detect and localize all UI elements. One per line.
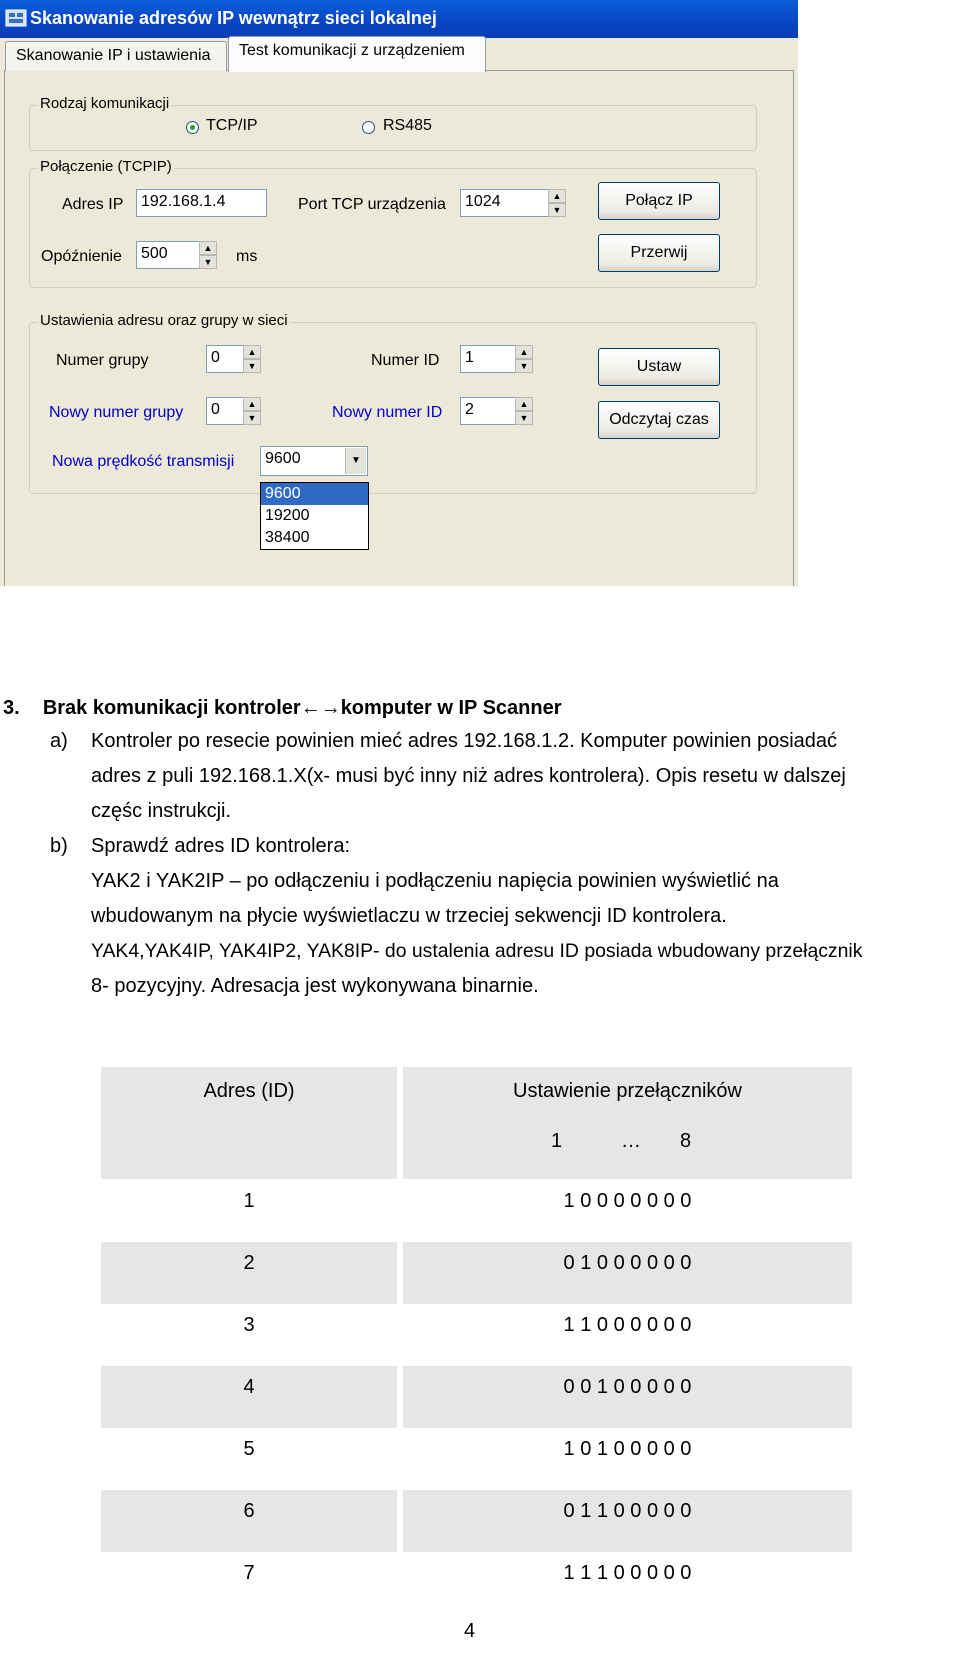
table-cell-id: 1	[243, 1190, 255, 1212]
group-title: Połączenie (TCPIP)	[40, 158, 172, 175]
tab-ip-scan[interactable]: Skanowanie IP i ustawienia	[5, 41, 227, 71]
id-number-spinner[interactable]	[515, 345, 533, 373]
switch-ellipsis: …	[621, 1130, 641, 1152]
new-group-number-spinner[interactable]	[243, 397, 261, 425]
spin-down-icon[interactable]: ▼	[515, 359, 533, 373]
tab-comm-test[interactable]: Test komunikacji z urządzeniem	[228, 36, 486, 72]
new-id-number-input[interactable]: 2	[460, 397, 516, 425]
transmission-speed-select[interactable]	[260, 446, 368, 476]
arrows-icon: ←→	[300, 697, 341, 719]
connect-ip-button[interactable]: Połącz IP	[598, 182, 720, 220]
table-cell-switches: 0 1 1 0 0 0 0 0	[403, 1490, 852, 1552]
port-label: Port TCP urządzenia	[298, 196, 446, 213]
rs485-radio[interactable]	[362, 121, 375, 134]
chevron-down-icon[interactable]: ▼	[345, 448, 366, 474]
read-time-button[interactable]: Odczytaj czas	[598, 401, 720, 439]
paragraph-line: YAK2 i YAK2IP – po odłączeniu i podłączeniu napięcia powinien wyświetlić na	[91, 870, 779, 892]
table-cell-switches: 1 1 0 0 0 0 0 0	[563, 1314, 692, 1336]
transmission-speed-label: Nowa prędkość transmisji	[52, 453, 235, 470]
stop-button[interactable]: Przerwij	[598, 234, 720, 272]
table-cell-switches: 1 0 0 0 0 0 0 0	[563, 1190, 692, 1212]
heading-text-end: komputer w IP Scanner	[340, 697, 562, 719]
transmission-speed-options	[260, 482, 369, 550]
table-cell-id: 3	[243, 1314, 255, 1336]
spin-up-icon[interactable]: ▲	[515, 345, 533, 359]
group-title: Ustawienia adresu oraz grupy w sieci	[40, 312, 288, 329]
spin-down-icon[interactable]: ▼	[199, 255, 217, 269]
table-cell-id: 6	[101, 1490, 397, 1552]
delay-label: Opóźnienie	[41, 248, 122, 265]
port-input[interactable]: 1024	[460, 189, 550, 217]
table-cell-switches: 0 0 1 0 0 0 0 0	[403, 1366, 852, 1428]
spin-down-icon[interactable]: ▼	[548, 203, 566, 217]
new-id-number-spinner[interactable]	[515, 397, 533, 425]
heading-number: 3.	[3, 697, 20, 719]
speed-option[interactable]: 38400	[265, 529, 310, 546]
new-id-number-label: Nowy numer ID	[332, 404, 443, 421]
table-header-id: Adres (ID)	[101, 1067, 397, 1179]
table-cell-switches: 1 1 1 0 0 0 0 0	[563, 1562, 692, 1584]
group-title: Rodzaj komunikacji	[40, 95, 170, 112]
id-number-label: Numer ID	[371, 352, 440, 369]
table-header-switches	[403, 1067, 852, 1179]
table-cell-switches: 1 0 1 0 0 0 0 0	[563, 1438, 692, 1460]
tcpip-radio[interactable]	[186, 121, 199, 134]
paragraph-line: adres z puli 192.168.1.X(x- musi być inny niż adres kontrolera). Opis resetu w dalszej	[91, 765, 846, 787]
speed-option[interactable]: 9600	[261, 483, 368, 505]
port-spinner[interactable]	[548, 189, 566, 217]
table-cell-switches: 0 1 0 0 0 0 0 0	[403, 1242, 852, 1304]
group-number-input[interactable]: 0	[206, 345, 244, 373]
list-marker-b: b)	[50, 835, 68, 857]
spin-up-icon[interactable]: ▲	[199, 241, 217, 255]
group-number-spinner[interactable]	[243, 345, 261, 373]
spin-up-icon[interactable]: ▲	[515, 397, 533, 411]
heading-text: Brak komunikacji kontroler	[42, 697, 301, 719]
delay-input[interactable]: 500	[136, 241, 202, 269]
paragraph-line: wbudowanym na płycie wyświetlaczu w trzeciej sekwencji ID kontrolera.	[91, 905, 727, 927]
page-number: 4	[464, 1620, 476, 1642]
id-number-input[interactable]: 1	[460, 345, 516, 373]
window-title: Skanowanie adresów IP wewnątrz sieci lokalnej	[30, 8, 437, 28]
transmission-speed-value: 9600	[265, 450, 301, 467]
switch-first-label: 1	[551, 1130, 563, 1152]
set-button[interactable]: Ustaw	[598, 348, 720, 386]
title-bar	[0, 0, 798, 38]
section-heading	[3, 697, 562, 720]
spin-down-icon[interactable]: ▼	[243, 411, 261, 425]
tcpip-radio-label: TCP/IP	[206, 117, 258, 134]
ip-label: Adres IP	[62, 196, 124, 213]
delay-spinner[interactable]	[199, 241, 217, 269]
app-window-screenshot	[0, 0, 798, 586]
group-number-label: Numer grupy	[56, 352, 149, 369]
spin-up-icon[interactable]: ▲	[548, 189, 566, 203]
paragraph-line: częśc instrukcji.	[91, 800, 232, 822]
spin-up-icon[interactable]: ▲	[243, 397, 261, 411]
table-cell-id: 5	[243, 1438, 255, 1460]
list-marker-a: a)	[50, 730, 68, 752]
new-group-number-label: Nowy numer grupy	[49, 404, 184, 421]
spin-down-icon[interactable]: ▼	[243, 359, 261, 373]
spin-up-icon[interactable]: ▲	[243, 345, 261, 359]
speed-option[interactable]: 19200	[265, 507, 310, 524]
paragraph-line: YAK4,YAK4IP, YAK4IP2, YAK8IP- do ustalenia adresu ID posiada wbudowany przełącznik	[91, 940, 863, 962]
spin-down-icon[interactable]: ▼	[515, 411, 533, 425]
paragraph-line: Sprawdź adres ID kontrolera:	[91, 835, 351, 857]
new-group-number-input[interactable]: 0	[206, 397, 244, 425]
app-icon	[5, 8, 27, 28]
ip-input[interactable]: 192.168.1.4	[136, 189, 267, 217]
paragraph-line: Kontroler po resecie powinien mieć adres 192.168.1.2. Komputer powinien posiadać	[91, 730, 838, 752]
paragraph-line: 8- pozycyjny. Adresacja jest wykonywana binarnie.	[91, 975, 539, 997]
table-cell-id: 4	[101, 1366, 397, 1428]
switches-header-text: Ustawienie przełączników	[513, 1080, 742, 1102]
rs485-radio-label: RS485	[383, 117, 432, 134]
switch-last-label: 8	[680, 1130, 692, 1152]
table-cell-id: 2	[101, 1242, 397, 1304]
table-cell-id: 7	[243, 1562, 255, 1584]
delay-unit: ms	[236, 248, 258, 265]
